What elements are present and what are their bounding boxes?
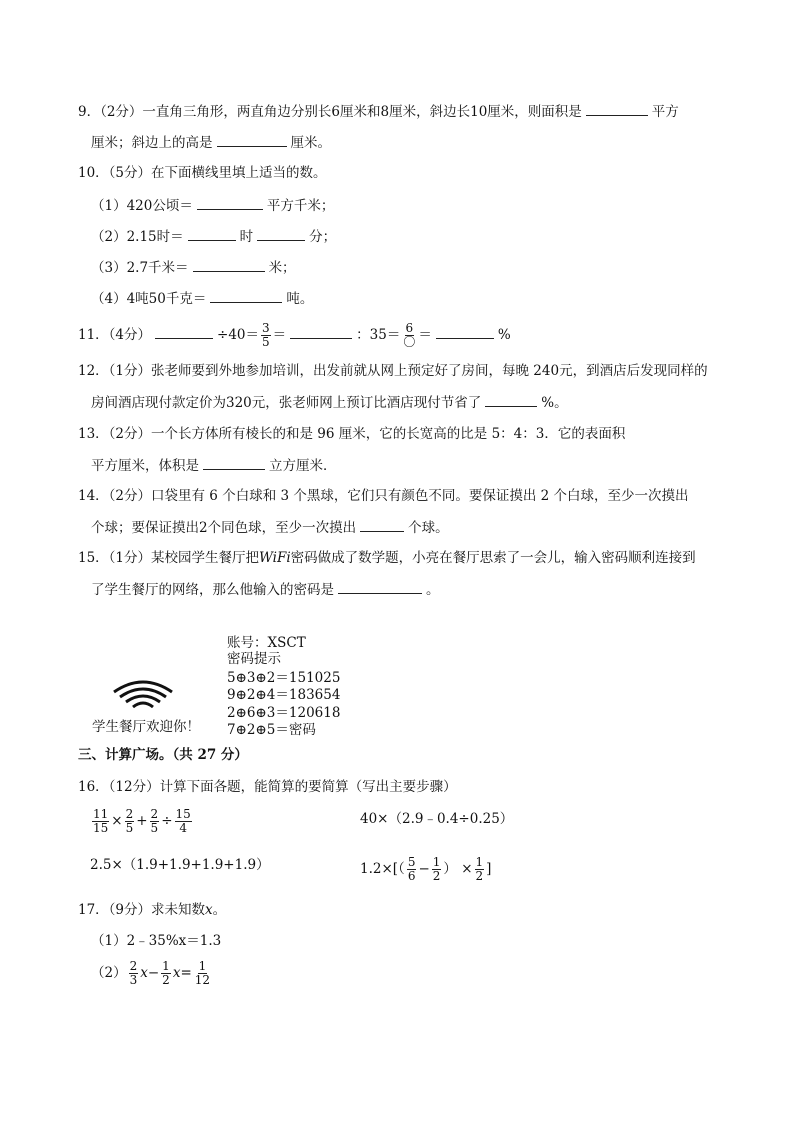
q9-line1: [78, 102, 679, 121]
q13-blank-volume[interactable]: [203, 456, 265, 470]
q15-wifi: WiFi: [259, 550, 291, 566]
q16-e1-d-den: 4: [179, 821, 187, 835]
q14-text: 个球；要保证摸出2个同色球，至少一次摸出: [91, 520, 357, 536]
q17-s2-a-num: 2: [129, 959, 138, 973]
q17-title: [78, 901, 226, 919]
q16-e1-frac-a: [92, 808, 109, 835]
q11-div40: ÷40＝: [217, 327, 260, 343]
q11-colon35: ：35＝: [356, 327, 401, 343]
q10-s1-unit: 平方千米；: [266, 198, 335, 214]
q9-text-c: 厘米；斜边上的高是: [91, 135, 213, 151]
q10-s2-blank-min[interactable]: [257, 227, 305, 241]
section-heading: 三、计算广场。（共 27 分）: [78, 747, 248, 763]
q15-line2: [91, 580, 440, 599]
q10-sub2: [91, 227, 336, 246]
wifi-hint-row: 9⊕2⊕4＝183654: [227, 687, 341, 703]
q11-f1-num: 3: [262, 321, 270, 335]
q16-e1-a-num: 11: [93, 807, 109, 821]
q10-s3-text: （3）2.7千米＝: [91, 260, 189, 276]
q14-line1: 14．（2分）口袋里有 6 个白球和 3 个黑球，它们只有颜色不同。要保证摸出 2 个白球，至少一次摸出: [78, 488, 689, 504]
q12-line1: 12．（1分）张老师要到外地参加培训，出发前就从网上预定好了房间，每晚 240元，到酒店后发现同样的: [78, 363, 708, 379]
q17-s2-x1: x: [140, 965, 148, 981]
q11-line: [78, 320, 511, 350]
q17-s2-b-num: 1: [162, 959, 170, 973]
q10-s1-blank[interactable]: [197, 196, 263, 210]
q16-e4-frac-b: [432, 856, 442, 883]
q17-s2-op: −: [147, 965, 160, 981]
q10-s4-unit: 吨。: [286, 291, 314, 307]
q14-unit: 个球。: [408, 520, 449, 536]
q10-s4-text: （4）4吨50千克＝: [91, 291, 207, 307]
q17-s2-x2: x: [172, 965, 181, 981]
q16-e1-b-num: 2: [125, 807, 134, 821]
q13-unit: 立方厘米．: [269, 458, 337, 474]
q10-s3-unit: 米；: [268, 260, 296, 276]
wifi-hint-row: 2⊕6⊕3＝120618: [227, 705, 341, 721]
q17-sub1: （1）2﹣35%x＝1.3: [91, 933, 222, 949]
q9-line2: [91, 133, 331, 152]
q15-blank-password[interactable]: [338, 580, 422, 594]
wifi-account: 账号：XSCT: [227, 635, 306, 651]
q15-text-d: 。: [426, 582, 440, 598]
q16-e1-op3: ÷: [161, 813, 173, 829]
q17-s2-eq: =: [180, 965, 192, 981]
q12-text: 房间酒店现付款定价为320元，张老师网上预订比酒店现付节省了: [91, 395, 482, 411]
q16-expr-2: 40×（2.9﹣0.4÷0.25）: [360, 811, 514, 827]
q16-e4-op: −: [418, 861, 430, 877]
q16-e1-d-num: 15: [175, 807, 191, 821]
q11-fraction-2: [402, 322, 416, 349]
q11-eq2: ＝: [418, 327, 432, 343]
q13-line1: 13．（2分）一个长方体所有棱长的和是 96 厘米，它的长宽高的比是 5：4：3．它的表面积: [78, 426, 626, 442]
q16-e4-prefix: 1.2×[（: [360, 861, 405, 877]
q17-s2-c-den: 12: [194, 973, 211, 987]
q15-text-c: 了学生餐厅的网络，那么他输入的密码是: [91, 582, 334, 598]
q13-text: 平方厘米，体积是: [91, 458, 199, 474]
q16-e1-c-den: 5: [150, 821, 159, 835]
q17-title-var: x: [205, 902, 213, 918]
q16-e1-a-den: 15: [93, 821, 109, 835]
q10-s3-blank[interactable]: [193, 258, 265, 272]
q17-s2-frac-c: [194, 960, 211, 987]
q11-blank-3[interactable]: [436, 325, 494, 339]
q9-text-b: 平方: [651, 104, 679, 120]
q16-expr-3: 2.5×（1.9+1.9+1.9+1.9）: [90, 857, 270, 873]
q16-e1-frac-b: [125, 808, 135, 835]
q17-s2-frac-b: [161, 960, 171, 987]
wifi-icon: [112, 678, 174, 708]
q16-e4-mid: ） ×: [443, 861, 473, 877]
q11-pct: %: [497, 327, 511, 343]
q15-text-a: 15．（1分）某校园学生餐厅把: [78, 550, 260, 566]
q16-e4-a-num: 5: [407, 855, 416, 869]
q16-e4-c-num: 1: [475, 855, 484, 869]
q16-e1-op2: +: [136, 813, 148, 829]
q17-title-text: 17．（9分）求未知数: [78, 902, 206, 918]
q17-s2-c-num: 1: [198, 959, 207, 973]
q11-prefix: 11．（4分）: [78, 327, 152, 343]
q11-fraction-1: [261, 322, 271, 349]
q11-blank-2[interactable]: [290, 325, 352, 339]
q9-text-d: 厘米。: [290, 135, 331, 151]
q11-blank-1[interactable]: [155, 325, 213, 339]
q16-e4-c-den: 2: [475, 869, 484, 883]
q13-line2: [91, 456, 337, 475]
q10-s2-min: 分；: [309, 229, 337, 245]
q14-blank[interactable]: [360, 518, 404, 532]
q10-s2-hour: 时: [239, 229, 254, 245]
q16-expr-1: [90, 804, 194, 838]
q10-sub1: [91, 196, 334, 215]
q11-f2-num: 6: [405, 321, 414, 335]
q12-pct: %。: [541, 395, 568, 411]
wifi-hint-row: 7⊕2⊕5＝密码: [227, 722, 316, 738]
q16-e4-frac-c: [475, 856, 485, 883]
q10-s2-blank-hour[interactable]: [188, 227, 236, 241]
q16-expr-4: [360, 852, 491, 886]
q16-e1-c-num: 2: [150, 807, 159, 821]
q17-s2-b-den: 2: [162, 973, 170, 987]
q9-blank-area[interactable]: [586, 102, 648, 116]
q11-eq: ＝: [272, 327, 287, 343]
q11-f1-den: 5: [262, 335, 270, 349]
q16-e4-suffix: ]: [486, 861, 492, 877]
q14-line2: [91, 518, 449, 537]
q16-e4-a-den: 6: [407, 869, 416, 883]
q16-e1-frac-c: [150, 808, 160, 835]
q9-blank-height[interactable]: [217, 133, 287, 147]
q17-s2-prefix: （2）: [91, 965, 127, 981]
q10-s4-blank[interactable]: [210, 289, 282, 303]
q17-s2-a-den: 3: [129, 973, 138, 987]
q16-e4-frac-a: [407, 856, 417, 883]
wifi-hint-title: 密码提示: [227, 651, 281, 667]
q11-f2-den[interactable]: 〇: [403, 335, 416, 349]
q10-sub3: [91, 258, 296, 277]
q16-e1-b-den: 5: [125, 821, 134, 835]
q16-e1-frac-d: [175, 808, 192, 835]
q17-sub2: [91, 956, 213, 990]
q15-line1: [78, 549, 696, 567]
q17-title-end: 。: [212, 902, 227, 918]
q9-text-a: 9．（2分）一直角三角形，两直角边分别长6厘米和8厘米，斜边长10厘米，则面积是: [78, 104, 582, 120]
q10-s1-text: （1）420公顷＝: [91, 198, 193, 214]
q12-blank[interactable]: [485, 393, 537, 407]
q10-sub4: [91, 289, 313, 308]
q10-s2-text: （2）2.15时＝: [91, 229, 184, 245]
q12-line2: [91, 393, 568, 412]
wifi-welcome: 学生餐厅欢迎你！: [92, 719, 200, 735]
wifi-hint-row: 5⊕3⊕2＝151025: [227, 670, 341, 686]
q16-title: 16．（12分）计算下面各题，能简算的要简算（写出主要步骤）: [78, 779, 457, 795]
q16-e1-op1: ×: [111, 813, 123, 829]
q10-title: 10．（5分）在下面横线里填上适当的数。: [78, 165, 327, 181]
q16-e4-b-num: 1: [432, 855, 441, 869]
q15-text-b: 密码做成了数学题，小亮在餐厅思索了一会儿，输入密码顺利连接到: [290, 550, 696, 566]
q16-e4-b-den: 2: [432, 869, 441, 883]
q17-s2-frac-a: [129, 960, 139, 987]
